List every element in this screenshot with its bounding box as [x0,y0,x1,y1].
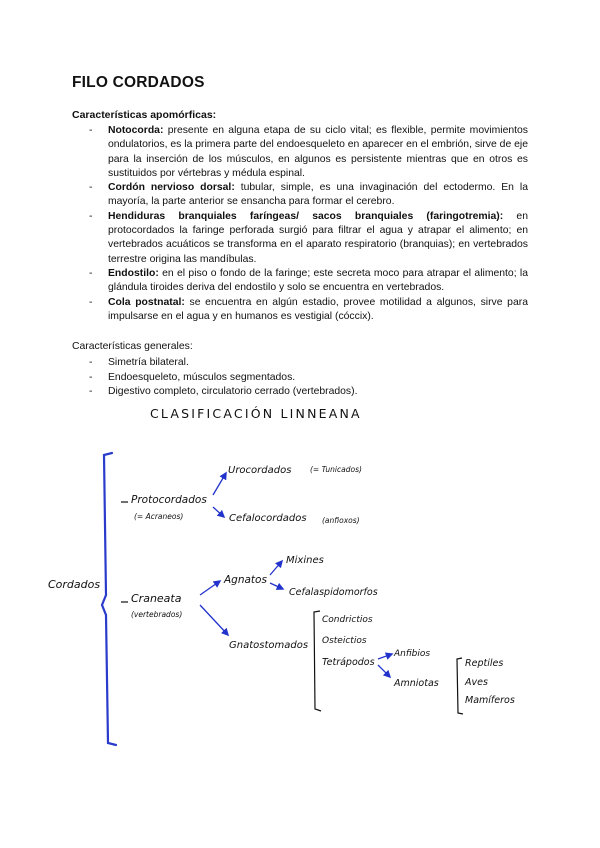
node-cefalaspidomorfos: Cefalaspidomorfos [289,587,378,598]
general-list [72,356,357,400]
apomorphic-list [72,124,528,324]
node-aves: Aves [465,677,488,688]
node-cefalocordados-note: (anfioxos) [322,516,360,525]
list-item [72,267,528,296]
node-tetrapodos: Tetrápodos [322,657,375,668]
item-text: presente en alguna etapa de su ciclo vital; es flexible, permite movimientos ondulatorios, es la primera parte del endoesqueleto en aparecer en el embrión, sirve de eje para la inserción de los músculos, en algunos es persistente mientras que en otros es sustituidos por vértebras y médula espinal. [108,125,528,179]
node-agnatos: Agnatos [224,574,267,586]
node-anfibios: Anfibios [394,649,431,659]
node-cordados: Cordados [48,578,101,591]
item-term: Hendiduras branquiales faríngeas/ sacos branquiales (faringotremia): [108,210,504,222]
apomorphic-heading: Características apomórficas: [72,109,217,121]
node-reptiles: Reptiles [465,658,504,669]
arrow [378,654,392,659]
list-item: - Endoesqueleto, músculos segmentados. [72,371,357,386]
node-mamiferos: Mamíferos [465,695,515,706]
item-text: se encuentra en algún estadio, provee motilidad a algunos, sirve para impulsarse en el agua y en humanos es vestigial (cóccix). [108,296,528,322]
item-text: en el piso o fondo de la faringe; este secreta moco para atrapar el alimento; la glándula tiroides deriva del endostilo y solo se encuentra en vertebrados. [108,267,528,294]
arrow [213,507,224,517]
arrow [200,581,220,595]
item-term: Cordón nervioso dorsal: [108,182,235,194]
list-item [72,124,528,181]
item-term: Endostilo: [108,267,159,279]
general-heading: Características generales: [72,341,193,352]
node-cefalocordados: Cefalocordados [229,513,307,524]
list-item [72,296,528,325]
node-condrictios: Condrictios [322,615,373,625]
node-urocordados-note: (= Tunicados) [310,465,362,474]
classification-diagram [0,395,600,755]
node-mixines: Mixines [286,555,324,566]
diagram-heading: CLASIFICACIÓN LINNEANA [150,406,362,421]
arrow [378,665,390,677]
node-craneata-note: (vertebrados) [131,610,183,619]
item-term: Notocorda: [108,125,164,136]
node-craneata: Craneata [131,592,182,605]
list-item: - Digestivo completo, circulatorio cerrado (vertebrados). [72,385,357,400]
root-bracket [102,453,116,745]
list-item: - Simetría bilateral. [72,356,357,371]
node-protocordados: Protocordados [131,494,207,506]
list-item [72,210,528,267]
item-term: Cola postnatal: [108,296,185,308]
arrow [213,473,226,495]
arrow [270,561,282,575]
sub-bracket [457,658,463,714]
sub-bracket [314,611,321,711]
node-protocordados-note: (= Acraneos) [134,512,184,521]
arrow [270,583,283,589]
node-gnatostomados: Gnatostomados [229,640,309,651]
page-title: FILO CORDADOS [72,74,205,91]
node-amniotas: Amniotas [394,678,439,689]
item-text: tubular, simple, es una invaginación del ectodermo. En la mayoría, la parte anterior se ensancha para formar el cerebro. [108,182,528,208]
list-item [72,181,528,210]
arrow [200,605,228,635]
item-text: en protocordados la faringe perforada surgió para filtrar el agua y atrapar el alimento; en vertebrados acuáticos se transforma en el aparato respiratorio (branquias); en vertebrados terrestre origina las mandíbulas. [108,210,528,265]
node-urocordados: Urocordados [228,465,292,476]
node-osteictios: Osteictios [322,636,367,646]
